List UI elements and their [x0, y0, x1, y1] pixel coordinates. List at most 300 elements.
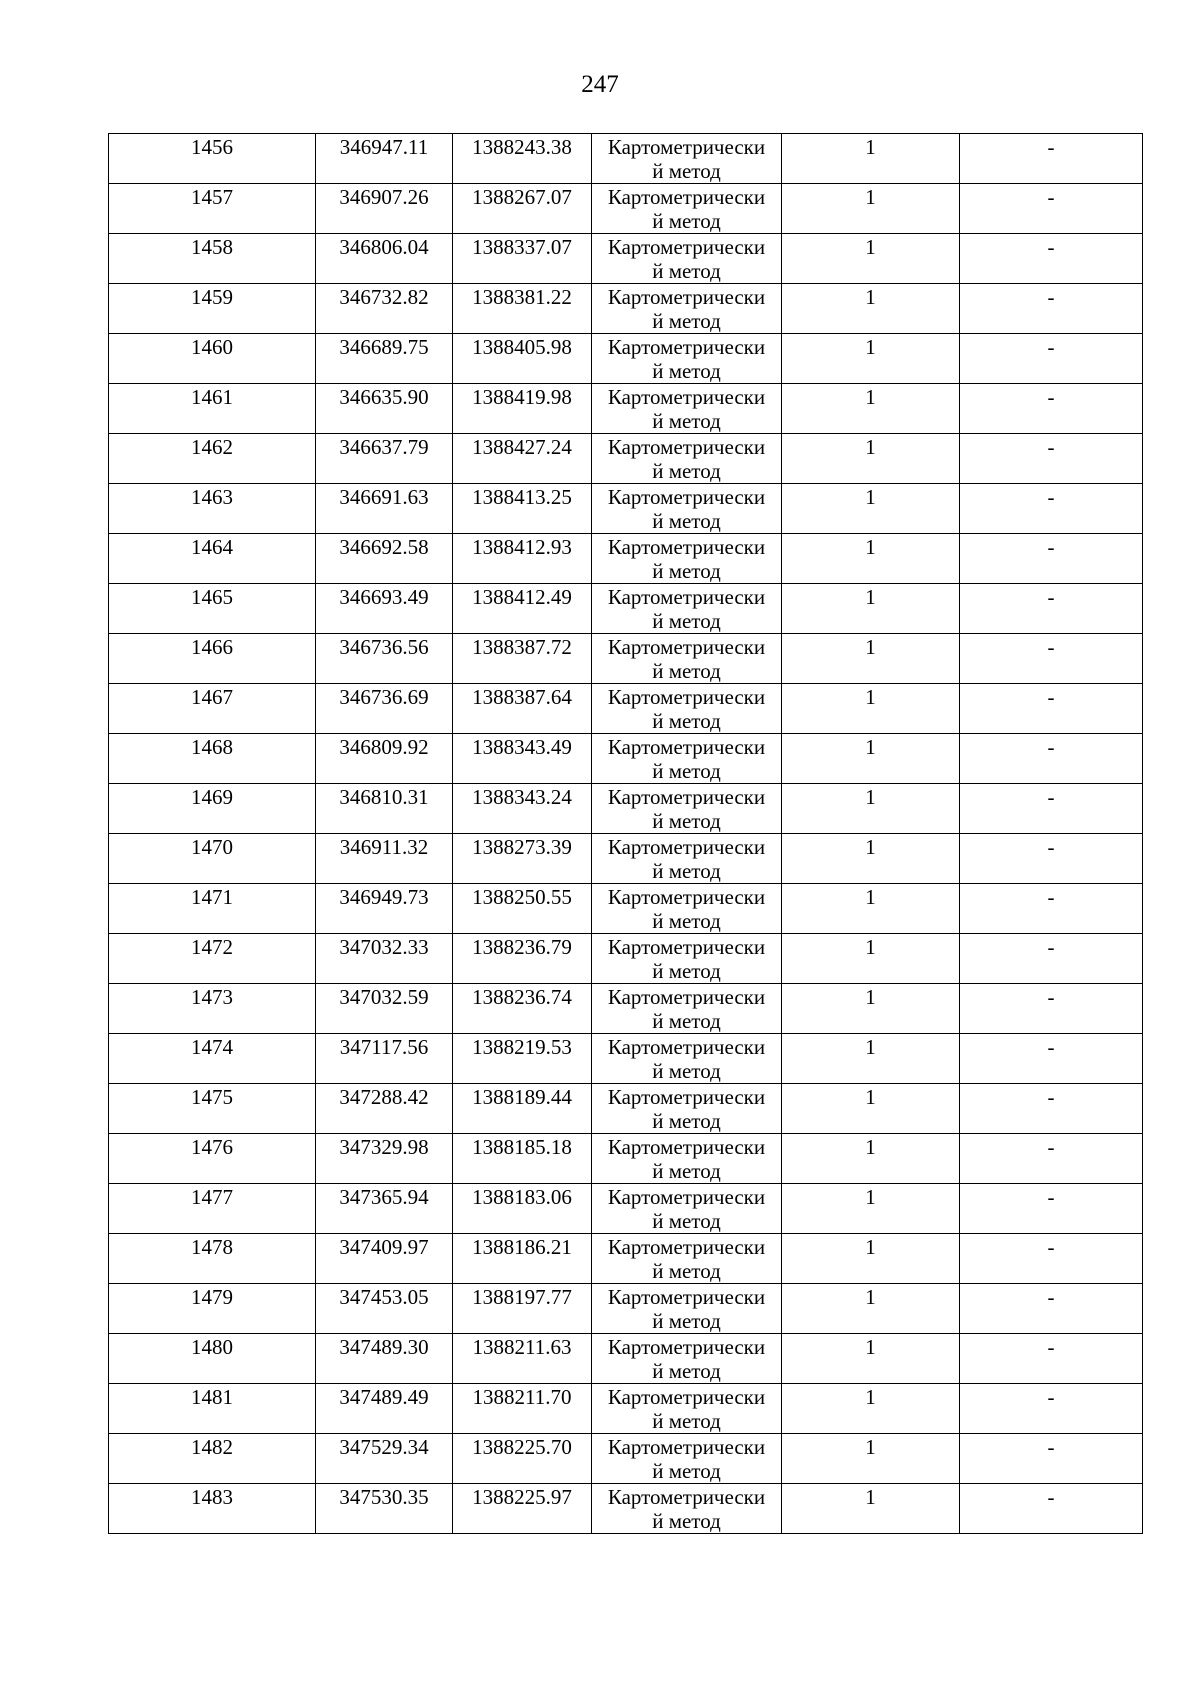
accuracy-cell [782, 1184, 960, 1234]
note-text: - [1047, 335, 1055, 359]
y-text: 1388225.97 [472, 1485, 572, 1509]
accuracy-cell [782, 684, 960, 734]
y-text: 1388189.44 [472, 1085, 572, 1109]
accuracy-cell [782, 884, 960, 934]
accuracy-text: 1 [865, 535, 876, 559]
point-number-cell [109, 1284, 316, 1334]
accuracy-cell [782, 834, 960, 884]
method-text: Картометрически й метод [607, 785, 766, 833]
point-number-cell [109, 1234, 316, 1284]
method-text: Картометрически й метод [607, 1085, 766, 1133]
y-coordinate-cell [453, 1034, 592, 1084]
x-coordinate-cell [316, 284, 453, 334]
accuracy-cell [782, 984, 960, 1034]
y-coordinate-cell [453, 984, 592, 1034]
note-text: - [1047, 1035, 1055, 1059]
y-text: 1388250.55 [472, 885, 572, 909]
accuracy-text: 1 [865, 285, 876, 309]
accuracy-text: 1 [865, 885, 876, 909]
coordinates-table-body [109, 134, 1143, 1534]
y-text: 1388186.21 [472, 1235, 572, 1259]
point-text: 1475 [191, 1085, 233, 1109]
x-coordinate-cell [316, 134, 453, 184]
coordinates-table [108, 133, 1143, 1534]
table-row [109, 1034, 1143, 1084]
note-cell [960, 684, 1143, 734]
x-coordinate-cell [316, 734, 453, 784]
method-cell [592, 384, 782, 434]
method-text: Картометрически й метод [607, 335, 766, 383]
note-text: - [1047, 1235, 1055, 1259]
method-cell [592, 1284, 782, 1334]
accuracy-cell [782, 734, 960, 784]
table-row [109, 884, 1143, 934]
x-coordinate-cell [316, 584, 453, 634]
table-row [109, 684, 1143, 734]
point-number-cell [109, 1034, 316, 1084]
point-text: 1458 [191, 235, 233, 259]
note-cell [960, 434, 1143, 484]
point-text: 1478 [191, 1235, 233, 1259]
y-coordinate-cell [453, 1284, 592, 1334]
note-text: - [1047, 785, 1055, 809]
point-number-cell [109, 184, 316, 234]
method-text: Картометрически й метод [607, 635, 766, 683]
y-coordinate-cell [453, 284, 592, 334]
note-text: - [1047, 1385, 1055, 1409]
y-text: 1388343.24 [472, 785, 572, 809]
y-text: 1388337.07 [472, 235, 572, 259]
point-text: 1459 [191, 285, 233, 309]
method-text: Картометрически й метод [607, 385, 766, 433]
note-text: - [1047, 585, 1055, 609]
x-coordinate-cell [316, 334, 453, 384]
method-text: Картометрически й метод [607, 735, 766, 783]
y-coordinate-cell [453, 484, 592, 534]
y-text: 1388243.38 [472, 135, 572, 159]
accuracy-cell [782, 334, 960, 384]
y-text: 1388381.22 [472, 285, 572, 309]
table-row [109, 534, 1143, 584]
accuracy-text: 1 [865, 235, 876, 259]
accuracy-cell [782, 434, 960, 484]
y-coordinate-cell [453, 134, 592, 184]
point-number-cell [109, 734, 316, 784]
accuracy-cell [782, 784, 960, 834]
point-text: 1474 [191, 1035, 233, 1059]
y-text: 1388211.63 [472, 1335, 572, 1359]
x-coordinate-cell [316, 1184, 453, 1234]
table-row [109, 634, 1143, 684]
x-coordinate-cell [316, 984, 453, 1034]
x-text: 347365.94 [339, 1185, 429, 1209]
accuracy-text: 1 [865, 185, 876, 209]
table-row [109, 734, 1143, 784]
accuracy-cell [782, 584, 960, 634]
method-cell [592, 184, 782, 234]
y-text: 1388185.18 [472, 1135, 572, 1159]
x-text: 346736.56 [339, 635, 429, 659]
y-coordinate-cell [453, 1234, 592, 1284]
x-text: 347489.30 [339, 1335, 429, 1359]
point-number-cell [109, 634, 316, 684]
y-coordinate-cell [453, 384, 592, 434]
accuracy-cell [782, 384, 960, 434]
y-coordinate-cell [453, 1134, 592, 1184]
method-cell [592, 234, 782, 284]
y-coordinate-cell [453, 434, 592, 484]
x-text: 347117.56 [339, 1035, 429, 1059]
y-coordinate-cell [453, 834, 592, 884]
note-text: - [1047, 985, 1055, 1009]
x-text: 346637.79 [339, 435, 429, 459]
x-text: 346732.82 [339, 285, 429, 309]
x-coordinate-cell [316, 1084, 453, 1134]
method-text: Картометрически й метод [607, 1485, 766, 1533]
method-text: Картометрически й метод [607, 535, 766, 583]
y-coordinate-cell [453, 634, 592, 684]
y-text: 1388273.39 [472, 835, 572, 859]
accuracy-text: 1 [865, 985, 876, 1009]
point-number-cell [109, 1334, 316, 1384]
note-cell [960, 584, 1143, 634]
method-cell [592, 784, 782, 834]
accuracy-text: 1 [865, 1035, 876, 1059]
method-text: Картометрически й метод [607, 235, 766, 283]
y-coordinate-cell [453, 684, 592, 734]
y-text: 1388412.49 [472, 585, 572, 609]
x-coordinate-cell [316, 1234, 453, 1284]
method-text: Картометрически й метод [607, 1285, 766, 1333]
note-text: - [1047, 535, 1055, 559]
point-text: 1481 [191, 1385, 233, 1409]
point-number-cell [109, 1134, 316, 1184]
accuracy-cell [782, 1234, 960, 1284]
point-text: 1469 [191, 785, 233, 809]
method-text: Картометрически й метод [607, 1435, 766, 1483]
point-number-cell [109, 684, 316, 734]
y-text: 1388211.70 [472, 1385, 572, 1409]
accuracy-cell [782, 634, 960, 684]
method-text: Картометрически й метод [607, 485, 766, 533]
x-coordinate-cell [316, 434, 453, 484]
point-text: 1463 [191, 485, 233, 509]
method-cell [592, 1184, 782, 1234]
accuracy-cell [782, 134, 960, 184]
point-number-cell [109, 434, 316, 484]
method-cell [592, 584, 782, 634]
method-text: Картометрически й метод [607, 585, 766, 633]
accuracy-text: 1 [865, 1085, 876, 1109]
y-text: 1388267.07 [472, 185, 572, 209]
x-text: 346806.04 [339, 235, 429, 259]
accuracy-cell [782, 1084, 960, 1134]
x-text: 346692.58 [339, 535, 429, 559]
method-cell [592, 684, 782, 734]
x-text: 346693.49 [339, 585, 429, 609]
note-cell [960, 834, 1143, 884]
x-text: 346907.26 [339, 185, 429, 209]
point-text: 1467 [191, 685, 233, 709]
y-coordinate-cell [453, 1334, 592, 1384]
note-cell [960, 984, 1143, 1034]
y-text: 1388427.24 [472, 435, 572, 459]
method-cell [592, 884, 782, 934]
point-text: 1477 [191, 1185, 233, 1209]
accuracy-cell [782, 534, 960, 584]
note-text: - [1047, 1285, 1055, 1309]
point-text: 1468 [191, 735, 233, 759]
method-cell [592, 1484, 782, 1534]
accuracy-text: 1 [865, 1135, 876, 1159]
y-coordinate-cell [453, 884, 592, 934]
y-text: 1388387.72 [472, 635, 572, 659]
point-number-cell [109, 584, 316, 634]
point-number-cell [109, 134, 316, 184]
note-cell [960, 1384, 1143, 1434]
x-coordinate-cell [316, 184, 453, 234]
table-row [109, 1384, 1143, 1434]
table-row [109, 1484, 1143, 1534]
y-text: 1388405.98 [472, 335, 572, 359]
note-cell [960, 634, 1143, 684]
x-coordinate-cell [316, 484, 453, 534]
method-text: Картометрически й метод [607, 185, 766, 233]
x-text: 347453.05 [339, 1285, 429, 1309]
x-coordinate-cell [316, 834, 453, 884]
x-coordinate-cell [316, 684, 453, 734]
table-row [109, 1134, 1143, 1184]
point-number-cell [109, 934, 316, 984]
method-text: Картометрически й метод [607, 1335, 766, 1383]
note-cell [960, 1034, 1143, 1084]
accuracy-cell [782, 484, 960, 534]
accuracy-text: 1 [865, 835, 876, 859]
point-text: 1482 [191, 1435, 233, 1459]
x-text: 346947.11 [339, 135, 429, 159]
y-text: 1388236.74 [472, 985, 572, 1009]
accuracy-text: 1 [865, 635, 876, 659]
note-cell [960, 734, 1143, 784]
accuracy-cell [782, 234, 960, 284]
point-number-cell [109, 984, 316, 1034]
note-cell [960, 1234, 1143, 1284]
table-row [109, 1184, 1143, 1234]
x-text: 346736.69 [339, 685, 429, 709]
method-text: Картометрически й метод [607, 135, 766, 183]
note-cell [960, 184, 1143, 234]
note-cell [960, 1084, 1143, 1134]
accuracy-text: 1 [865, 1385, 876, 1409]
note-cell [960, 934, 1143, 984]
accuracy-cell [782, 1034, 960, 1084]
accuracy-text: 1 [865, 1335, 876, 1359]
table-row [109, 584, 1143, 634]
y-coordinate-cell [453, 1484, 592, 1534]
table-row [109, 1434, 1143, 1484]
method-text: Картометрически й метод [607, 985, 766, 1033]
accuracy-text: 1 [865, 485, 876, 509]
y-coordinate-cell [453, 1184, 592, 1234]
x-coordinate-cell [316, 784, 453, 834]
point-number-cell [109, 384, 316, 434]
note-text: - [1047, 135, 1055, 159]
note-cell [960, 134, 1143, 184]
table-row [109, 1084, 1143, 1134]
method-text: Картометрически й метод [607, 835, 766, 883]
accuracy-cell [782, 184, 960, 234]
y-coordinate-cell [453, 534, 592, 584]
x-text: 347032.33 [339, 935, 429, 959]
note-cell [960, 1334, 1143, 1384]
note-text: - [1047, 1485, 1055, 1509]
y-coordinate-cell [453, 584, 592, 634]
x-coordinate-cell [316, 1334, 453, 1384]
point-text: 1456 [191, 135, 233, 159]
method-cell [592, 284, 782, 334]
x-text: 346911.32 [339, 835, 429, 859]
method-cell [592, 734, 782, 784]
method-text: Картометрически й метод [607, 435, 766, 483]
note-cell [960, 784, 1143, 834]
note-text: - [1047, 185, 1055, 209]
point-text: 1476 [191, 1135, 233, 1159]
accuracy-cell [782, 1334, 960, 1384]
note-text: - [1047, 1435, 1055, 1459]
note-cell [960, 234, 1143, 284]
note-cell [960, 1184, 1143, 1234]
note-cell [960, 884, 1143, 934]
y-text: 1388219.53 [472, 1035, 572, 1059]
x-coordinate-cell [316, 884, 453, 934]
method-cell [592, 1134, 782, 1184]
x-coordinate-cell [316, 1484, 453, 1534]
table-row [109, 484, 1143, 534]
method-cell [592, 334, 782, 384]
y-coordinate-cell [453, 1084, 592, 1134]
note-text: - [1047, 235, 1055, 259]
x-coordinate-cell [316, 1284, 453, 1334]
point-text: 1457 [191, 185, 233, 209]
table-row [109, 134, 1143, 184]
method-cell [592, 1084, 782, 1134]
y-text: 1388412.93 [472, 535, 572, 559]
point-number-cell [109, 1084, 316, 1134]
y-text: 1388197.77 [472, 1285, 572, 1309]
method-cell [592, 484, 782, 534]
accuracy-text: 1 [865, 1285, 876, 1309]
y-text: 1388419.98 [472, 385, 572, 409]
y-coordinate-cell [453, 934, 592, 984]
method-text: Картометрически й метод [607, 285, 766, 333]
method-cell [592, 1334, 782, 1384]
accuracy-text: 1 [865, 335, 876, 359]
method-text: Картометрически й метод [607, 1385, 766, 1433]
method-cell [592, 934, 782, 984]
method-text: Картометрически й метод [607, 1235, 766, 1283]
note-text: - [1047, 735, 1055, 759]
point-text: 1479 [191, 1285, 233, 1309]
note-text: - [1047, 435, 1055, 459]
y-coordinate-cell [453, 234, 592, 284]
accuracy-text: 1 [865, 1485, 876, 1509]
table-row [109, 1234, 1143, 1284]
y-coordinate-cell [453, 1434, 592, 1484]
x-coordinate-cell [316, 534, 453, 584]
note-cell [960, 484, 1143, 534]
table-row [109, 384, 1143, 434]
y-coordinate-cell [453, 784, 592, 834]
point-number-cell [109, 1434, 316, 1484]
table-row [109, 834, 1143, 884]
accuracy-cell [782, 284, 960, 334]
note-text: - [1047, 485, 1055, 509]
note-text: - [1047, 635, 1055, 659]
x-coordinate-cell [316, 1384, 453, 1434]
y-text: 1388413.25 [472, 485, 572, 509]
accuracy-text: 1 [865, 135, 876, 159]
note-text: - [1047, 285, 1055, 309]
x-text: 347329.98 [339, 1135, 429, 1159]
accuracy-text: 1 [865, 1235, 876, 1259]
point-text: 1460 [191, 335, 233, 359]
point-text: 1461 [191, 385, 233, 409]
point-number-cell [109, 234, 316, 284]
accuracy-text: 1 [865, 935, 876, 959]
x-text: 346949.73 [339, 885, 429, 909]
method-cell [592, 634, 782, 684]
note-text: - [1047, 385, 1055, 409]
method-cell [592, 1434, 782, 1484]
point-text: 1471 [191, 885, 233, 909]
method-text: Картометрически й метод [607, 935, 766, 983]
table-row [109, 434, 1143, 484]
y-coordinate-cell [453, 184, 592, 234]
point-number-cell [109, 484, 316, 534]
y-coordinate-cell [453, 334, 592, 384]
x-coordinate-cell [316, 384, 453, 434]
method-text: Картометрически й метод [607, 1135, 766, 1183]
note-text: - [1047, 835, 1055, 859]
x-text: 346691.63 [339, 485, 429, 509]
method-text: Картометрически й метод [607, 1035, 766, 1083]
accuracy-text: 1 [865, 435, 876, 459]
x-text: 346809.92 [339, 735, 429, 759]
point-number-cell [109, 884, 316, 934]
x-text: 347489.49 [339, 1385, 429, 1409]
note-cell [960, 284, 1143, 334]
note-text: - [1047, 935, 1055, 959]
x-coordinate-cell [316, 934, 453, 984]
note-text: - [1047, 1335, 1055, 1359]
method-text: Картометрически й метод [607, 1185, 766, 1233]
table-row [109, 984, 1143, 1034]
table-row [109, 284, 1143, 334]
note-cell [960, 1284, 1143, 1334]
note-cell [960, 384, 1143, 434]
point-number-cell [109, 1384, 316, 1434]
y-text: 1388183.06 [472, 1185, 572, 1209]
method-cell [592, 1034, 782, 1084]
point-number-cell [109, 284, 316, 334]
accuracy-text: 1 [865, 735, 876, 759]
y-text: 1388225.70 [472, 1435, 572, 1459]
point-number-cell [109, 1484, 316, 1534]
table-row [109, 934, 1143, 984]
y-text: 1388343.49 [472, 735, 572, 759]
note-text: - [1047, 685, 1055, 709]
accuracy-text: 1 [865, 1435, 876, 1459]
